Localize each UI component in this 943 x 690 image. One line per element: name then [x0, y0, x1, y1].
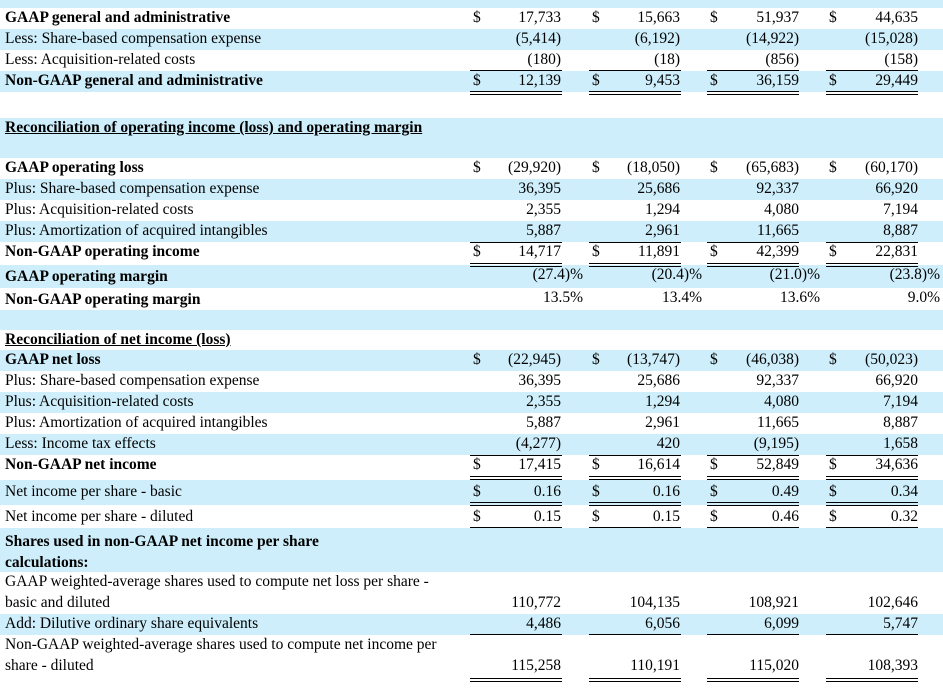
cell-value: 8,887 [883, 414, 918, 431]
total-double-rule [826, 476, 918, 480]
currency-symbol: $ [592, 508, 600, 525]
cell-value: 16,614 [637, 456, 680, 473]
currency-symbol: $ [829, 456, 837, 473]
total-double-rule [707, 263, 799, 267]
cell-value: (22,945) [508, 351, 561, 368]
currency-symbol: $ [829, 508, 837, 525]
currency-symbol: $ [829, 351, 837, 368]
cell-value: 51,937 [756, 9, 799, 26]
cell-value: 36,159 [756, 72, 799, 89]
section-heading: Reconciliation of net income (loss) [5, 331, 231, 348]
shares-row [0, 572, 943, 614]
ni-row [0, 413, 943, 434]
row-label: GAAP net loss [5, 351, 101, 368]
cell-value: 420 [656, 435, 680, 452]
currency-symbol: $ [710, 351, 718, 368]
cell-value: 0.16 [652, 483, 680, 500]
row-label: Less: Income tax effects [5, 435, 156, 452]
cell-value: 1,294 [645, 393, 680, 410]
cell-value: 0.49 [771, 483, 799, 500]
cell-value: 0.32 [890, 508, 918, 525]
cell-value: 102,646 [867, 594, 918, 611]
cell-value: 0.46 [771, 508, 799, 525]
currency-symbol: $ [473, 351, 481, 368]
row-label: Plus: Acquisition-related costs [5, 201, 194, 218]
subtotal-rule [470, 70, 562, 71]
total-double-rule [707, 91, 799, 95]
cell-value: 5,747 [883, 615, 918, 632]
currency-symbol: $ [473, 483, 481, 500]
row-label: Plus: Share-based compensation expense [5, 180, 260, 197]
ni-row [0, 371, 943, 392]
currency-symbol: $ [829, 9, 837, 26]
cell-value: 108,393 [867, 657, 918, 674]
currency-symbol: $ [829, 159, 837, 176]
currency-symbol: $ [473, 243, 481, 260]
cell-value: (18,050) [627, 159, 680, 176]
cell-value: 110,191 [630, 657, 680, 674]
row-label: Non-GAAP weighted-average shares used to compute net income per share - diluted [5, 636, 437, 674]
cell-value: (65,683) [746, 159, 799, 176]
cell-value: (20.4)% [651, 266, 702, 283]
cell-value: 42,399 [756, 243, 799, 260]
row-label: Less: Acquisition-related costs [5, 51, 196, 68]
row-label: Add: Dilutive ordinary share equivalents [5, 615, 259, 632]
cell-value: (158) [884, 51, 918, 68]
cell-value: 14,717 [518, 243, 561, 260]
op-row [0, 158, 943, 179]
cell-value: 44,635 [875, 9, 918, 26]
cell-value: 36,395 [518, 372, 561, 389]
cell-value: (14,922) [746, 30, 799, 47]
cell-value: 4,080 [764, 393, 799, 410]
subtotal-rule [826, 242, 918, 243]
cell-value: 1,658 [883, 435, 918, 452]
row-label: GAAP weighted-average shares used to compute net loss per share - basic and diluted [5, 573, 429, 611]
total-double-rule [470, 502, 562, 506]
cell-value: (23.8)% [889, 266, 940, 283]
cell-value: (13,747) [627, 351, 680, 368]
subtotal-rule [707, 455, 799, 456]
currency-symbol: $ [473, 9, 481, 26]
cell-value: (4,277) [515, 435, 561, 452]
subtotal-rule [826, 455, 918, 456]
subtotal-rule [707, 70, 799, 71]
total-double-rule [826, 263, 918, 267]
total-double-rule [707, 502, 799, 506]
currency-symbol: $ [829, 483, 837, 500]
op-row [0, 200, 943, 221]
cell-value: 2,961 [645, 222, 680, 239]
cell-value: 15,663 [637, 9, 680, 26]
row-label: GAAP operating loss [5, 159, 144, 176]
row-label: Non-GAAP operating income [5, 243, 200, 260]
ni-row [0, 505, 943, 528]
cell-value: 0.16 [533, 483, 561, 500]
currency-symbol: $ [592, 9, 600, 26]
cell-value: 11,891 [637, 243, 680, 260]
shares-row [0, 614, 943, 635]
cell-value: 7,194 [883, 393, 918, 410]
subtotal-rule [826, 70, 918, 71]
row-label: Less: Share-based compensation expense [5, 30, 262, 47]
cell-value: 5,887 [526, 222, 561, 239]
cell-value: 66,920 [875, 180, 918, 197]
cell-value: 11,665 [756, 222, 799, 239]
cell-value: (21.0)% [769, 266, 820, 283]
currency-symbol: $ [473, 159, 481, 176]
cell-value: 9,453 [645, 72, 680, 89]
cell-value: 0.15 [533, 508, 561, 525]
subtotal-rule [589, 242, 681, 243]
subtotal-rule [589, 455, 681, 456]
currency-symbol: $ [710, 508, 718, 525]
subtotal-rule [707, 242, 799, 243]
row-label: Non-GAAP operating margin [5, 291, 201, 308]
currency-symbol: $ [829, 243, 837, 260]
cell-value: (15,028) [865, 30, 918, 47]
op-row [0, 288, 943, 310]
total-double-rule [826, 502, 918, 506]
cell-value: 13.5% [542, 289, 583, 306]
cell-value: 92,337 [756, 372, 799, 389]
row-label: Plus: Share-based compensation expense [5, 372, 260, 389]
section-heading-operating [0, 118, 943, 158]
shares-row [0, 635, 943, 677]
cell-value: (29,920) [508, 159, 561, 176]
currency-symbol: $ [829, 72, 837, 89]
op-row [0, 265, 943, 288]
cell-value: (6,192) [634, 30, 680, 47]
row-label: Plus: Acquisition-related costs [5, 393, 194, 410]
currency-symbol: $ [473, 72, 481, 89]
total-double-rule [707, 476, 799, 480]
cell-value: 13.6% [779, 289, 820, 306]
cell-value: 9.0% [907, 289, 940, 306]
cell-value: (60,170) [865, 159, 918, 176]
row-label: Net income per share - basic [5, 483, 182, 500]
cell-value: 12,139 [518, 72, 561, 89]
total-double-rule [826, 91, 918, 95]
section-heading-net-income [0, 330, 943, 350]
cell-value: 17,415 [518, 456, 561, 473]
ga-row [0, 8, 943, 29]
row-label: Net income per share - diluted [5, 508, 194, 525]
cell-value: 29,449 [875, 72, 918, 89]
cell-value: 108,921 [748, 594, 799, 611]
cell-value: 0.15 [652, 508, 680, 525]
section-heading: Reconciliation of operating income (loss) and operating margin [5, 119, 423, 136]
ga-row [0, 29, 943, 50]
cell-value: 92,337 [756, 180, 799, 197]
cell-value: (18) [654, 51, 680, 68]
currency-symbol: $ [592, 243, 600, 260]
cell-value: 36,395 [518, 180, 561, 197]
currency-symbol: $ [710, 456, 718, 473]
cell-value: 7,194 [883, 201, 918, 218]
op-row [0, 221, 943, 242]
ni-row [0, 434, 943, 455]
cell-value: 2,961 [645, 414, 680, 431]
currency-symbol: $ [710, 243, 718, 260]
ga-row [0, 71, 943, 92]
row-label: Plus: Amortization of acquired intangibles [5, 414, 268, 431]
cell-value: (180) [527, 51, 561, 68]
currency-symbol: $ [592, 483, 600, 500]
cell-value: 8,887 [883, 222, 918, 239]
cell-value: 6,056 [645, 615, 680, 632]
currency-symbol: $ [473, 508, 481, 525]
total-double-rule [589, 263, 681, 267]
cell-value: 22,831 [875, 243, 918, 260]
total-double-rule [470, 678, 562, 682]
cell-value: 115,020 [749, 657, 799, 674]
currency-symbol: $ [592, 72, 600, 89]
cell-value: 110,772 [511, 594, 561, 611]
cell-value: 34,636 [875, 456, 918, 473]
cell-value: 13.4% [661, 289, 702, 306]
cell-value: 5,887 [526, 414, 561, 431]
total-double-rule [707, 678, 799, 682]
currency-symbol: $ [592, 351, 600, 368]
currency-symbol: $ [473, 456, 481, 473]
cell-value: 52,849 [756, 456, 799, 473]
cell-value: (856) [765, 51, 799, 68]
total-double-rule [589, 476, 681, 480]
subtotal-rule [589, 70, 681, 71]
section-heading: Shares used in non-GAAP net income per share calculations: [5, 533, 319, 571]
currency-symbol: $ [710, 72, 718, 89]
top-band [0, 0, 943, 8]
cell-value: 115,258 [511, 657, 561, 674]
row-label: GAAP general and administrative [5, 9, 231, 26]
cell-value: 17,733 [518, 9, 561, 26]
currency-symbol: $ [592, 456, 600, 473]
total-double-rule [589, 91, 681, 95]
cell-value: 66,920 [875, 372, 918, 389]
cell-value: 6,099 [764, 615, 799, 632]
row-label: Non-GAAP net income [5, 456, 157, 473]
cell-value: 11,665 [756, 414, 799, 431]
op-row [0, 242, 943, 265]
cell-value: (9,195) [753, 435, 799, 452]
currency-symbol: $ [710, 9, 718, 26]
row-label: Plus: Amortization of acquired intangibles [5, 222, 268, 239]
op-row [0, 179, 943, 200]
currency-symbol: $ [710, 483, 718, 500]
ni-row [0, 392, 943, 413]
cell-value: 2,355 [526, 393, 561, 410]
cell-value: 2,355 [526, 201, 561, 218]
subtotal-rule [470, 242, 562, 243]
total-double-rule [589, 678, 681, 682]
cell-value: 0.34 [890, 483, 918, 500]
total-double-rule [470, 263, 562, 267]
cell-value: 25,686 [637, 180, 680, 197]
cell-value: (46,038) [746, 351, 799, 368]
cell-value: 4,486 [526, 615, 561, 632]
cell-value: 25,686 [637, 372, 680, 389]
cell-value: 4,080 [764, 201, 799, 218]
cell-value: (5,414) [515, 30, 561, 47]
total-double-rule [826, 678, 918, 682]
cell-value: (50,023) [865, 351, 918, 368]
row-label: Non-GAAP general and administrative [5, 72, 263, 89]
cell-value: 104,135 [629, 594, 680, 611]
subtotal-rule [470, 455, 562, 456]
cell-value: (27.4)% [532, 266, 583, 283]
row-label: GAAP operating margin [5, 268, 168, 285]
total-double-rule [470, 91, 562, 95]
currency-symbol: $ [592, 159, 600, 176]
spacer-band [0, 310, 943, 330]
currency-symbol: $ [710, 159, 718, 176]
ni-row [0, 350, 943, 371]
total-double-rule [470, 476, 562, 480]
ga-row [0, 50, 943, 71]
cell-value: 1,294 [645, 201, 680, 218]
section-heading-shares [0, 528, 943, 572]
total-double-rule [589, 502, 681, 506]
